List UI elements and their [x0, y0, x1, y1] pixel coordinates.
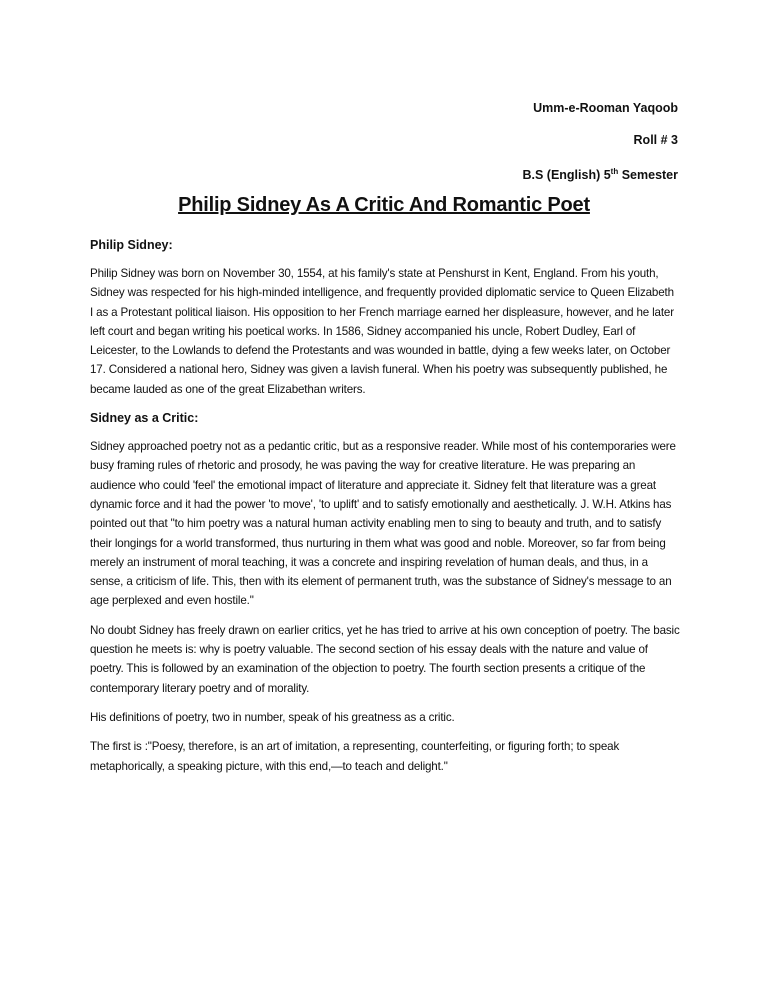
page-title: Philip Sidney As A Critic And Romantic Poet: [178, 194, 590, 216]
bio-heading: Philip Sidney:: [90, 238, 173, 252]
author-name: Umm-e-Rooman Yaqoob: [533, 101, 678, 115]
critic-paragraph-3: His definitions of poetry, two in number, speak of his greatness as a critic.: [90, 710, 455, 724]
critic-paragraph-2: No doubt Sidney has freely drawn on earlier critics, yet he has tried to arrive at his own conception of poetry. The basic question he meets is: why is poetry valuable. The second section of his essay deals with the nature and value of poetry. This is followed by an examination of the objection to poetry. The fourth section presents a critique of the contemporary literary poetry and of morality.: [90, 623, 680, 695]
program-ordinal-suffix: th: [610, 167, 619, 176]
program-line: [522, 156, 678, 191]
program-prefix: B.S (English) 5: [522, 168, 611, 183]
critic-paragraph-1: Sidney approached poetry not as a pedantic critic, but as a responsive reader. While most of his contemporaries were busy framing rules of rhetoric and prosody, he was paving the way for creative literature. He was preparing an audience who could 'feel' the emotional impact of literature and appreciate it. Sidney felt that literature was a great dynamic force and it had the power 'to move', 'to uplift' and to satisfy emotionally and aesthetically. J. W.H. Atkins has pointed out that "to him poetry was a natural human activity enabling men to sing to beauty and truth, and to satisfy their longings for a world transformed, thus nurturing in them what was good and noble. Moreover, so far from being merely an instrument of moral teaching, it was a concrete and inspiring revelation of human deals, and thus, in a sense, a criticism of life. This, then with its element of permanent truth, was the substance of Sidney's message to an age perplexed and even hostile.": [90, 440, 676, 608]
bio-paragraph: Philip Sidney was born on November 30, 1554, at his family's state at Penshurst in Kent, England. From his youth, Sidney was respected for his high-minded intelligence, and frequently provided diplomatic service to Queen Elizabeth I as a Protestant political liaison. His opposition to her French marriage earned her displeasure, however, and he later left court and began writing his poetical works. In 1586, Sidney accompanied his uncle, Robert Dudley, Earl of Leicester, to the Lowlands to defend the Protestants and was wounded in battle, dying a few weeks later, on October 17. Considered a national hero, Sidney was given a lavish funeral. When his poetry was subsequently published, he became lauded as one of the great Elizabethan writers.: [90, 267, 674, 396]
program-suffix: Semester: [618, 168, 678, 183]
critic-paragraph-4: The first is :"Poesy, therefore, is an art of imitation, a representing, counterfeiting, or figuring forth; to speak metaphorically, a speaking picture, with this end,—to teach and delight.": [90, 740, 620, 773]
document-body: [90, 236, 680, 786]
author-header: [522, 92, 678, 191]
critic-heading: Sidney as a Critic:: [90, 411, 199, 426]
roll-number: Roll # 3: [633, 133, 678, 147]
